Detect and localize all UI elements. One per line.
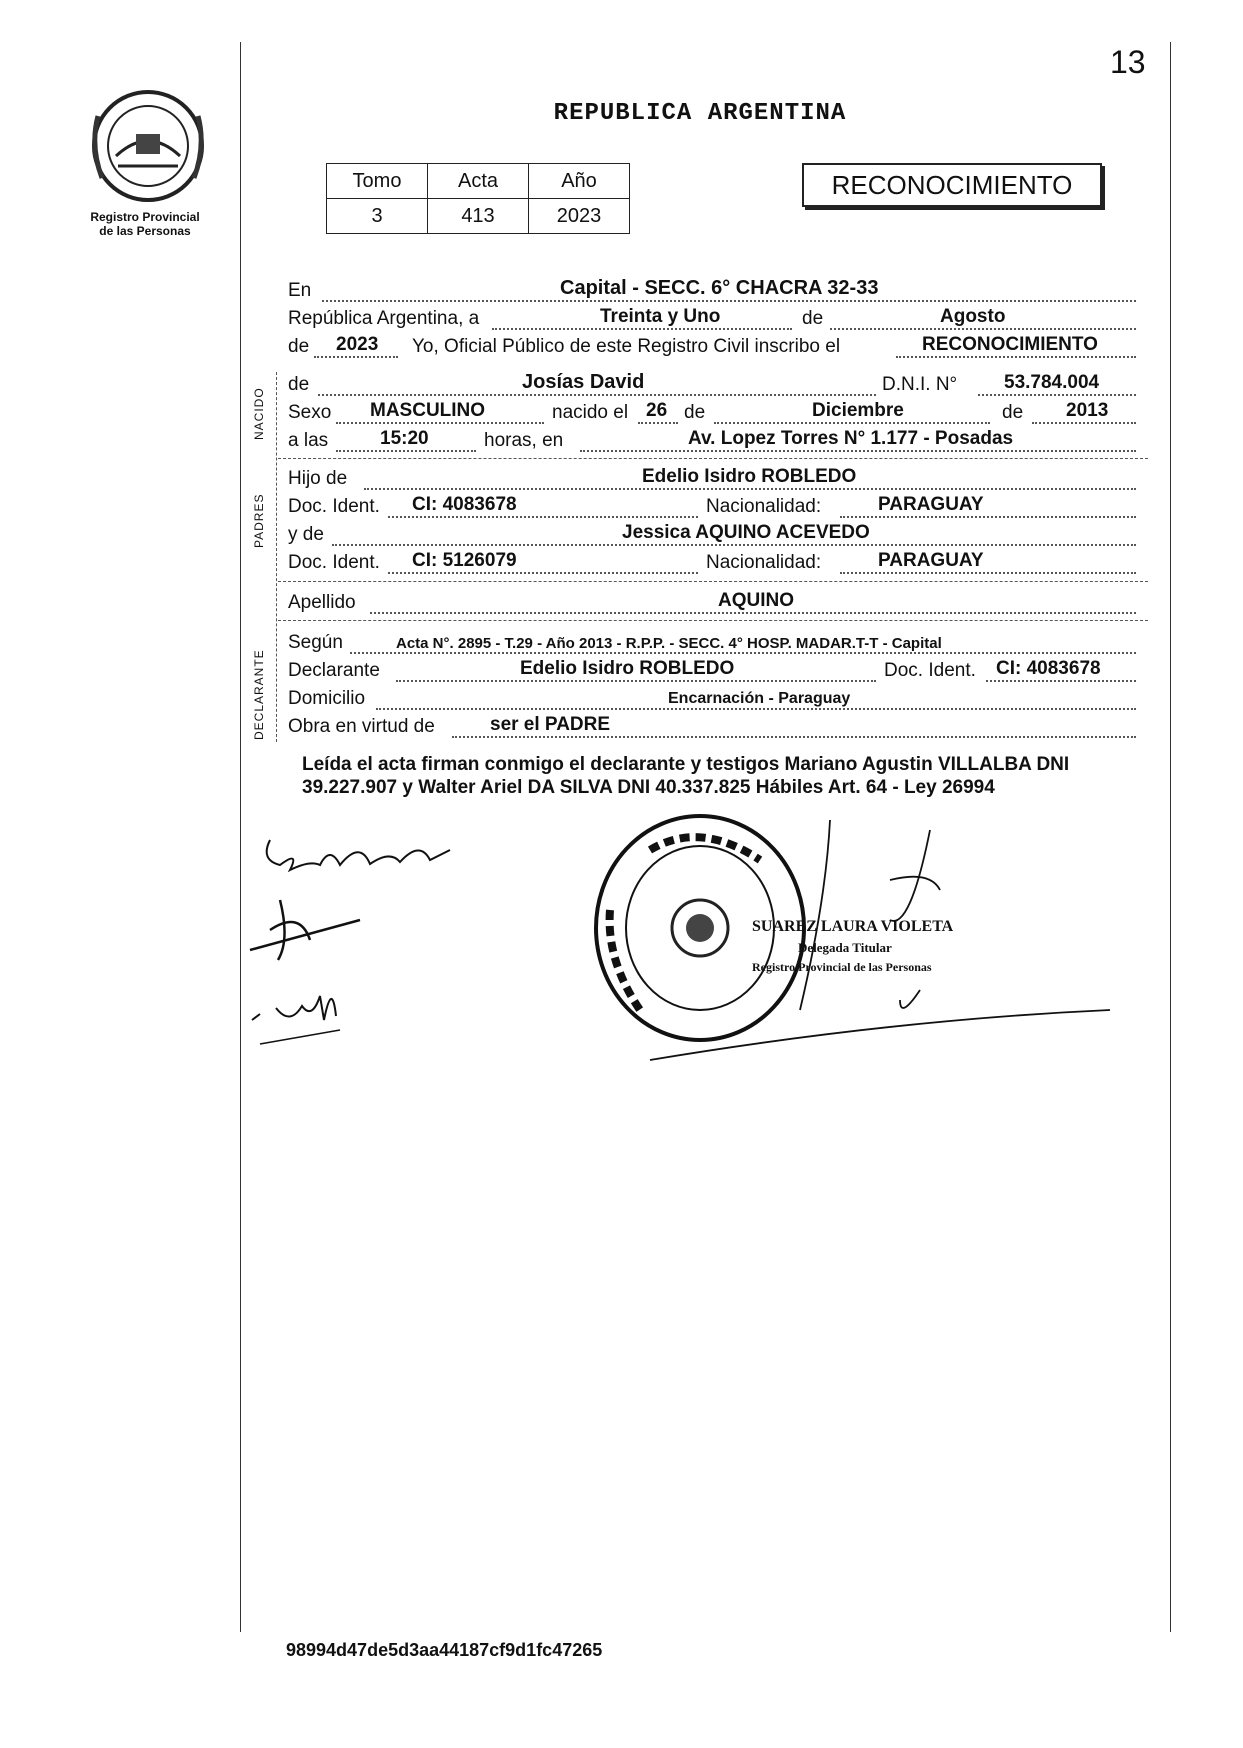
section-label-padres: PADRES <box>252 493 266 548</box>
nacido-el-label: nacido el <box>552 402 629 423</box>
obra-value: ser el PADRE <box>490 714 611 735</box>
de-label-2: de <box>288 336 310 357</box>
doc-ident-label-2: Doc. Ident. <box>288 552 380 573</box>
madre-nac-value: PARAGUAY <box>878 550 984 571</box>
nombre-value: Josías David <box>522 371 645 393</box>
nac-dia-value: 26 <box>646 400 668 421</box>
nac-mes-value: Diciembre <box>812 400 904 421</box>
hijo-de-label: Hijo de <box>288 468 348 489</box>
row-fecha <box>288 306 1148 332</box>
domicilio-label: Domicilio <box>288 688 366 709</box>
ref-value-acta: 413 <box>428 199 529 234</box>
padre-doc-value: CI: 4083678 <box>412 494 517 515</box>
reference-table <box>326 163 630 234</box>
ref-header-anio: Año <box>529 164 630 199</box>
republica-label: República Argentina, a <box>288 308 480 329</box>
declarante-value: Edelio Isidro ROBLEDO <box>520 658 735 679</box>
logo-caption-line2: de las Personas <box>99 224 191 238</box>
row-domicilio <box>288 686 1148 712</box>
ref-header-acta: Acta <box>428 164 529 199</box>
official-title: Delegada Titular <box>798 940 892 955</box>
inscribo-value: RECONOCIMIENTO <box>922 334 1098 355</box>
nac-anio-value: 2013 <box>1066 400 1109 421</box>
obra-label: Obra en virtud de <box>288 716 435 737</box>
logo-caption <box>70 210 220 238</box>
row-nombre <box>288 372 1148 398</box>
lugar-value: Av. Lopez Torres N° 1.177 - Posadas <box>688 428 1014 449</box>
row-padre-doc <box>288 494 1148 520</box>
row-declarante <box>288 658 1148 684</box>
dni-value: 53.784.004 <box>1004 372 1100 393</box>
right-margin-line <box>1170 42 1171 1632</box>
signatures-drawing <box>240 820 500 1050</box>
official-office: Registro Provincial de las Personas <box>752 960 932 974</box>
official-name: SUAREZ LAURA VIOLETA <box>752 918 954 935</box>
anio-value: 2023 <box>336 334 379 355</box>
divider-3 <box>278 620 1148 621</box>
y-de-label: y de <box>288 524 324 545</box>
sexo-value: MASCULINO <box>370 400 486 421</box>
madre-doc-value: CI: 5126079 <box>412 550 517 571</box>
ref-header-tomo: Tomo <box>327 164 428 199</box>
declarante-label: Declarante <box>288 660 380 681</box>
section-label-nacido: NACIDO <box>252 387 266 440</box>
row-apellido <box>288 590 1148 616</box>
act-type-box: RECONOCIMIENTO <box>802 163 1102 207</box>
padre-value: Edelio Isidro ROBLEDO <box>642 466 857 487</box>
doc-ident-label-3: Doc. Ident. <box>884 660 976 681</box>
dni-label: D.N.I. N° <box>882 374 958 395</box>
sexo-label: Sexo <box>288 402 332 423</box>
row-hora-lugar <box>288 428 1148 454</box>
row-padre <box>288 466 1148 492</box>
logo-caption-line1: Registro Provincial <box>90 210 200 224</box>
row-obra <box>288 714 1148 740</box>
doc-ident-label: Doc. Ident. <box>288 496 380 517</box>
row-madre-doc <box>288 550 1148 576</box>
dia-value: Treinta y Uno <box>600 306 721 327</box>
en-value: Capital - SECC. 6° CHACRA 32-33 <box>560 277 879 299</box>
apellido-value: AQUINO <box>718 590 794 611</box>
madre-value: Jessica AQUINO ACEVEDO <box>622 522 870 543</box>
en-label: En <box>288 280 312 301</box>
row-madre <box>288 522 1148 548</box>
document-hash: 98994d47de5d3aa44187cf9d1fc47265 <box>286 1640 603 1660</box>
section-divider <box>276 372 277 742</box>
domicilio-value: Encarnación - Paraguay <box>668 690 851 707</box>
page-number: 13 <box>1110 44 1146 80</box>
ref-value-anio: 2023 <box>529 199 630 234</box>
closing-text: Leída el acta firman conmigo el declarante y testigos Mariano Agustin VILLALBA DNI 39.227.907 y Walter Ariel DA SILVA DNI 40.337.825 Hábiles Art. 64 - Ley 26994 <box>302 754 1070 798</box>
divider-1 <box>278 458 1148 459</box>
hora-value: 15:20 <box>380 428 429 449</box>
nacionalidad-label-2: Nacionalidad: <box>706 552 822 573</box>
provincial-seal-logo <box>88 86 208 206</box>
de-label-3: de <box>288 374 310 395</box>
de-label-4: de <box>684 402 706 423</box>
inscribo-label: Yo, Oficial Público de este Registro Civil inscribo el <box>412 336 841 357</box>
row-inscribo <box>288 334 1148 360</box>
apellido-label: Apellido <box>288 592 356 613</box>
document-title: REPUBLICA ARGENTINA <box>553 100 847 127</box>
row-segun <box>288 630 1148 656</box>
segun-label: Según <box>288 632 343 653</box>
divider-2 <box>278 581 1148 582</box>
padre-nac-value: PARAGUAY <box>878 494 984 515</box>
horas-en-label: horas, en <box>484 430 564 451</box>
de-label-5: de <box>1002 402 1024 423</box>
de-label: de <box>802 308 824 329</box>
row-en <box>288 278 1148 304</box>
segun-value: Acta N°. 2895 - T.29 - Año 2013 - R.P.P. - SECC. 4° HOSP. MADAR.T-T - Capital <box>396 635 942 652</box>
nacionalidad-label: Nacionalidad: <box>706 496 822 517</box>
declarante-doc-value: CI: 4083678 <box>996 658 1101 679</box>
mes-value: Agosto <box>940 306 1006 327</box>
section-label-declarante: DECLARANTE <box>252 649 266 740</box>
ref-value-tomo: 3 <box>327 199 428 234</box>
a-las-label: a las <box>288 430 329 451</box>
row-sexo <box>288 400 1148 426</box>
